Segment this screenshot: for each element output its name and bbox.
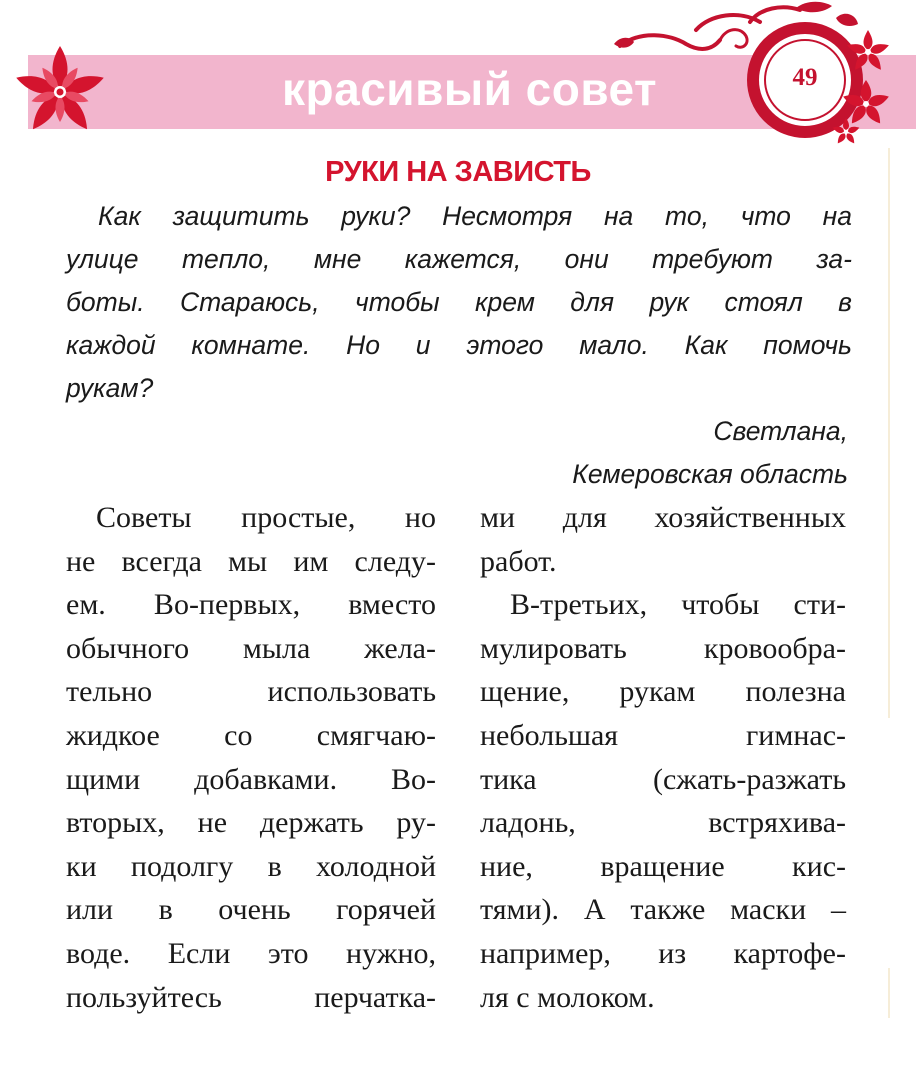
answer-line: ние, вращение кис- (480, 849, 846, 883)
reader-question (66, 195, 852, 410)
answer-column-left (66, 496, 436, 1019)
answer-line: В-третьих, чтобы сти- (510, 588, 846, 622)
answer-line: Советы простые, но (96, 501, 436, 534)
answer-line: щение, рукам полезна (480, 675, 846, 709)
answer-line: тями). А также маски – (480, 893, 846, 927)
question-line: улице тепло, мне кажется, они требуют за- (66, 244, 852, 274)
answer-line: ки подолгу в холодной (66, 849, 436, 883)
answer-line: обычного мыла жела- (66, 631, 436, 665)
section-title: красивый совет (282, 63, 658, 115)
answer-line: тика (сжать-разжать (480, 762, 846, 796)
question-line: рукам? (66, 373, 154, 403)
column-rule (888, 148, 890, 718)
page-number: 49 (792, 64, 818, 91)
answer-line: мулировать кровообра- (480, 631, 846, 665)
answer-line: не всегда мы им следу- (66, 544, 436, 578)
answer-line: небольшая гимнас- (480, 718, 846, 752)
answer-line: воде. Если это нужно, (66, 936, 436, 970)
answer-line: например, из картофе- (480, 936, 846, 970)
column-rule (888, 968, 890, 1018)
answer-column-right (480, 496, 846, 1019)
question-signature (572, 410, 848, 496)
answer-line: работ. (480, 544, 557, 578)
answer-line: пользуйтесь перчатка- (66, 980, 436, 1014)
answer-line: или в очень горячей (66, 893, 436, 927)
signature-region: Кемеровская область (572, 459, 848, 489)
answer-line: вторых, не держать ру- (66, 806, 436, 840)
red-flower-icon (8, 40, 112, 144)
red-swirl-flower-icon (600, 0, 916, 150)
answer-line: жидкое со смягчаю- (66, 718, 436, 752)
answer-line: щими добавками. Во- (66, 762, 436, 796)
question-line: Как защитить руки? Несмотря на то, что на (98, 201, 852, 231)
answer-line: тельно использовать (66, 675, 436, 709)
answer-line: ладонь, встряхива- (480, 806, 846, 840)
article-title: РУКИ НА ЗАВИСТЬ (325, 156, 591, 188)
signature-name: Светлана, (713, 416, 848, 446)
question-line: каждой комнате. Но и этого мало. Как помочь (66, 330, 852, 360)
answer-line: ля с молоком. (480, 980, 655, 1014)
answer-line: ем. Во-первых, вместо (66, 588, 436, 622)
answer-line: ми для хозяйственных (480, 501, 846, 534)
question-line: боты. Стараюсь, чтобы крем для рук стоял в (66, 287, 852, 317)
